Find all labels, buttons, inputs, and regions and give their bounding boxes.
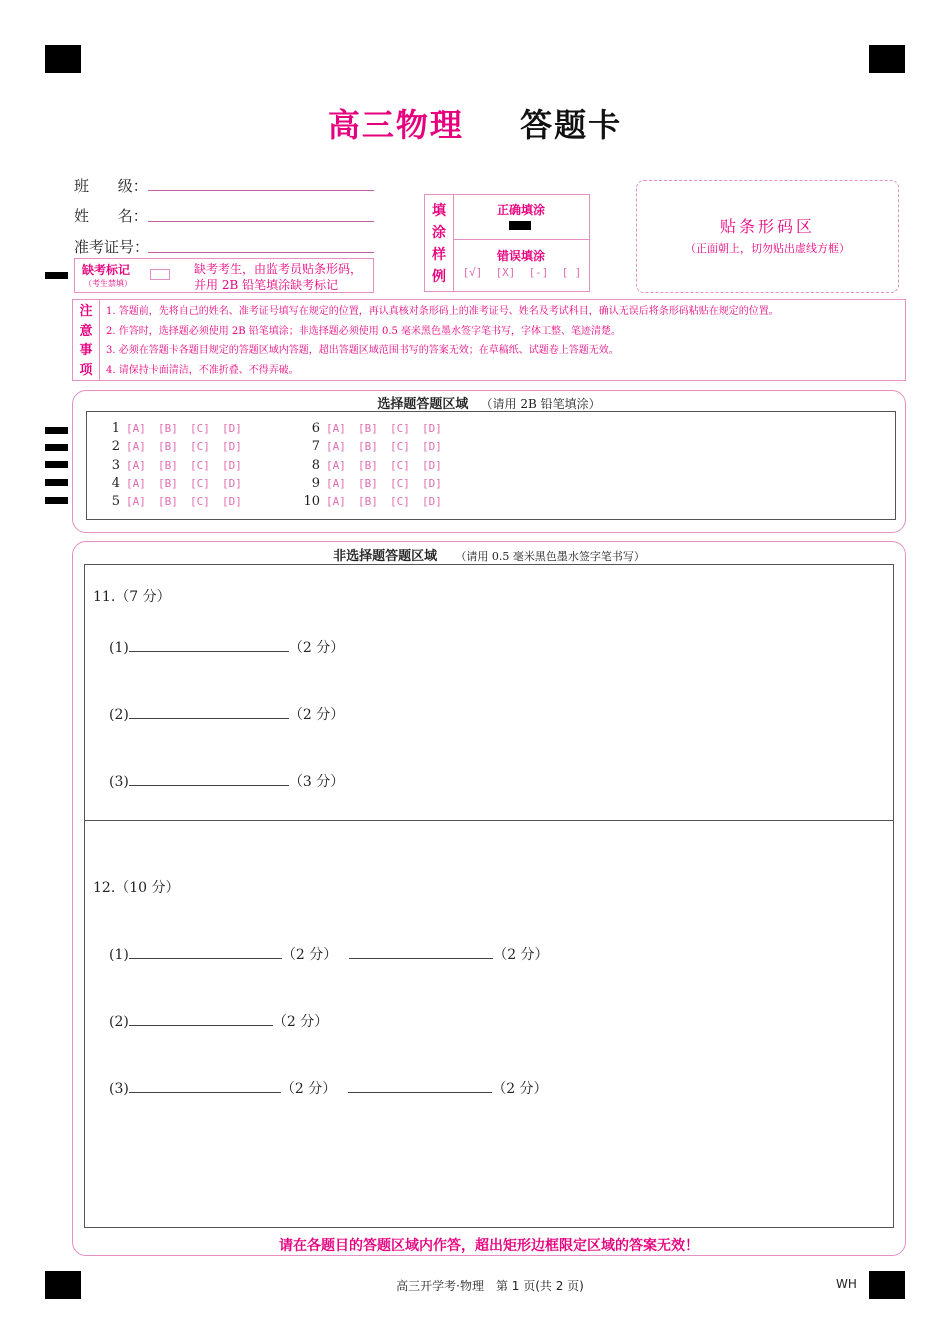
fill-example-side-char: 填 — [432, 203, 446, 219]
choice-bubble-a[interactable]: [A] — [126, 440, 146, 454]
choice-question-number: 2 — [111, 439, 120, 455]
absent-mark-title: 缺考标记 — [82, 263, 131, 277]
choice-question-number: 7 — [311, 439, 320, 455]
q12-sub-2-label: (2) — [109, 1014, 129, 1030]
q12-sub-2 — [109, 1011, 328, 1031]
nonchoice-section-title: 非选择题答题区域 — [333, 549, 438, 564]
notes-side-char: 注 — [79, 304, 93, 319]
q11-sub-1-answer-line[interactable] — [129, 637, 289, 652]
choice-question-number: 9 — [311, 475, 320, 491]
wrong-fill-sample-check: [√] — [462, 266, 483, 279]
notes-list — [106, 302, 902, 380]
field-exam-id-label: 准考证号： — [74, 238, 150, 256]
note-item: 2. 作答时，选择题必须使用 2B 铅笔填涂；非选择题必须使用 0.5 毫米黑色墨水签字笔书写，字体工整、笔迹清楚。 — [106, 325, 622, 337]
field-class-label: 班 级： — [74, 177, 148, 195]
q12-sub-1-answer-line-2[interactable] — [349, 944, 493, 959]
choice-bubble-d[interactable]: [D] — [422, 440, 442, 454]
out-of-area-warning: 请在各题目的答题区域内作答，超出矩形边框限定区域的答案无效！ — [279, 1238, 699, 1254]
choice-bubble-d[interactable]: [D] — [222, 495, 242, 509]
choice-bubble-b[interactable]: [B] — [158, 458, 178, 472]
timing-mark — [45, 427, 68, 434]
q11-sub-2-answer-line[interactable] — [129, 704, 289, 719]
field-name-label: 姓 名： — [74, 207, 148, 225]
choice-bubble-c[interactable]: [C] — [390, 458, 410, 472]
choice-question-row — [298, 494, 454, 509]
choice-bubble-d[interactable]: [D] — [422, 476, 442, 490]
q12-sub-2-answer-line[interactable] — [129, 1011, 273, 1026]
choice-bubble-a[interactable]: [A] — [326, 476, 346, 490]
absent-mark-text-2: 并用 2B 铅笔填涂缺考标记 — [194, 278, 339, 292]
field-class-input[interactable] — [148, 174, 374, 191]
choice-question-row — [98, 494, 254, 509]
choice-question-number: 6 — [311, 421, 320, 436]
q11-sub-3-label: (3) — [109, 774, 129, 790]
choice-bubble-c[interactable]: [C] — [390, 495, 410, 509]
q11-sub-2-label: (2) — [109, 707, 129, 723]
wrong-fill-sample-partial: [ ] — [561, 266, 582, 279]
choice-bubble-a[interactable]: [A] — [126, 476, 146, 490]
fill-example-side-char: 例 — [432, 269, 446, 285]
wrong-fill-sample-dash: [-] — [528, 266, 549, 279]
q11-sub-3 — [109, 771, 344, 791]
barcode-note: （正面朝上，切勿贴出虚线方框） — [685, 242, 850, 255]
q11-sub-2 — [109, 704, 344, 724]
choice-bubble-d[interactable]: [D] — [422, 422, 442, 435]
choice-bubble-b[interactable]: [B] — [358, 422, 378, 435]
choice-question-number: 1 — [111, 421, 120, 436]
notes-divider — [99, 299, 100, 380]
choice-bubble-a[interactable]: [A] — [126, 458, 146, 472]
choice-bubble-c[interactable]: [C] — [390, 422, 410, 435]
q12-sub-3-score-2: （2 分） — [492, 1081, 548, 1097]
choice-section-title: 选择题答题区域 — [377, 397, 469, 412]
q12-title: 12.（10 分） — [93, 880, 180, 896]
choice-bubble-c[interactable]: [C] — [190, 458, 210, 472]
timing-mark — [45, 461, 68, 468]
q11-sub-1 — [109, 637, 344, 657]
choice-bubble-c[interactable]: [C] — [190, 476, 210, 490]
choice-question-number: 4 — [111, 475, 120, 491]
choice-question-number: 8 — [311, 457, 320, 473]
absent-mark-checkbox[interactable] — [150, 269, 170, 280]
field-name-input[interactable] — [148, 205, 374, 222]
q12-sub-3-score: （2 分） — [280, 1081, 337, 1097]
notes-side-label — [76, 302, 96, 380]
choice-bubble-d[interactable]: [D] — [422, 495, 442, 509]
title-subject: 高三物理 — [327, 106, 464, 144]
q11-sub-1-label: (1) — [109, 640, 129, 656]
choice-question-row — [298, 476, 454, 491]
choice-bubble-a[interactable]: [A] — [326, 458, 346, 472]
choice-bubble-b[interactable]: [B] — [358, 495, 378, 509]
footer-page-info: 高三开学考·物理 第 1 页(共 2 页) — [396, 1279, 584, 1293]
q12-sub-1-answer-line[interactable] — [129, 944, 282, 959]
q12-sub-3-answer-line-2[interactable] — [348, 1078, 492, 1093]
choice-bubble-d[interactable]: [D] — [222, 422, 242, 435]
choice-bubble-a[interactable]: [A] — [326, 440, 346, 454]
q12-sub-1-score-2: （2 分） — [493, 947, 549, 963]
correct-fill-label: 正确填涂 — [496, 203, 545, 217]
choice-question-row — [98, 476, 254, 491]
q12-sub-1-score: （2 分） — [281, 947, 338, 963]
choice-question-number: 3 — [111, 457, 120, 473]
q11-sub-3-answer-line[interactable] — [129, 771, 289, 786]
choice-bubble-a[interactable]: [A] — [126, 422, 146, 435]
barcode-title: 贴条形码区 — [719, 217, 815, 236]
choice-bubble-b[interactable]: [B] — [358, 458, 378, 472]
choice-bubble-c[interactable]: [C] — [390, 440, 410, 454]
absent-mark-sub: （考生禁填） — [84, 279, 132, 288]
corner-mark-top-left — [45, 45, 81, 73]
choice-question-row — [98, 439, 254, 454]
timing-mark — [45, 479, 68, 486]
choice-bubble-c[interactable]: [C] — [190, 440, 210, 454]
page-title — [0, 100, 950, 146]
choice-question-row — [98, 458, 254, 473]
choice-question-row — [298, 439, 454, 454]
choice-bubble-d[interactable]: [D] — [222, 458, 242, 472]
choice-section-note: （请用 2B 铅笔填涂） — [480, 397, 601, 411]
choice-bubble-a[interactable]: [A] — [126, 495, 146, 509]
choice-question-number: 5 — [111, 494, 120, 510]
choice-bubble-b[interactable]: [B] — [158, 495, 178, 509]
field-exam-id-input[interactable] — [148, 236, 374, 253]
choice-bubble-a[interactable]: [A] — [326, 422, 346, 435]
choice-question-number: 10 — [303, 494, 320, 510]
q12-sub-1-label: (1) — [109, 947, 129, 963]
title-card: 答题卡 — [520, 106, 623, 144]
fill-example-side-char: 涂 — [432, 225, 446, 241]
q12-sub-1 — [109, 944, 549, 964]
q11-sub-2-score: （2 分） — [288, 707, 345, 723]
wrong-fill-samples — [456, 266, 588, 279]
choice-bubble-c[interactable]: [C] — [190, 422, 210, 435]
q12-sub-3-label: (3) — [109, 1081, 129, 1097]
choice-bubble-a[interactable]: [A] — [326, 495, 346, 509]
fill-example-side-label — [430, 200, 448, 288]
choice-bubble-d[interactable]: [D] — [422, 458, 442, 472]
choice-bubble-d[interactable]: [D] — [222, 440, 242, 454]
footer-code: WH — [836, 1277, 857, 1291]
nonchoice-section-header — [72, 545, 906, 564]
wrong-fill-sample-cross: [X] — [495, 266, 516, 279]
timing-mark — [45, 272, 68, 279]
choice-question-row — [298, 458, 454, 473]
notes-side-char: 事 — [79, 343, 93, 358]
absent-mark-text-1: 缺考考生，由监考员贴条形码， — [194, 262, 363, 276]
fill-example-divider-h — [454, 239, 589, 240]
fill-example-side-char: 样 — [432, 247, 446, 263]
choice-bubble-c[interactable]: [C] — [390, 476, 410, 490]
q12-sub-3-answer-line[interactable] — [129, 1078, 281, 1093]
note-item: 1. 答题前，先将自己的姓名、准考证号填写在规定的位置，再认真核对条形码上的准考证号、姓名及考试科目，确认无误后将条形码粘贴在规定的位置。 — [106, 306, 779, 317]
choice-bubble-d[interactable]: [D] — [222, 476, 242, 490]
choice-bubble-b[interactable]: [B] — [358, 476, 378, 490]
choice-bubble-b[interactable]: [B] — [158, 440, 178, 454]
note-item: 4. 请保持卡面清洁，不准折叠、不得弄破。 — [106, 364, 299, 376]
correct-fill-sample — [509, 221, 531, 230]
choice-section-header — [72, 393, 906, 412]
notes-side-char: 意 — [79, 323, 93, 339]
q11-sub-3-score: （3 分） — [288, 774, 345, 790]
timing-mark — [45, 497, 68, 504]
wrong-fill-label: 错误填涂 — [496, 249, 545, 263]
choice-bubble-b[interactable]: [B] — [158, 422, 178, 435]
q11-sub-1-score: （2 分） — [288, 640, 345, 656]
choice-bubble-b[interactable]: [B] — [358, 440, 378, 454]
q12-sub-3 — [109, 1078, 548, 1098]
q11-title: 11.（7 分） — [93, 589, 171, 605]
choice-bubble-c[interactable]: [C] — [190, 495, 210, 509]
note-item: 3. 必须在答题卡各题目规定的答题区域内答题，超出答题区域范围书写的答案无效；在草稿纸、试题卷上答题无效。 — [106, 345, 619, 357]
choice-question-row — [98, 421, 254, 436]
notes-side-char: 项 — [79, 362, 93, 378]
choice-question-row — [298, 421, 454, 436]
choice-bubble-b[interactable]: [B] — [158, 476, 178, 490]
timing-mark — [45, 444, 68, 451]
q12-sub-2-score: （2 分） — [272, 1014, 329, 1030]
corner-mark-top-right — [869, 45, 905, 73]
nonchoice-section-note: （请用 0.5 毫米黑色墨水签字笔书写） — [455, 550, 645, 563]
